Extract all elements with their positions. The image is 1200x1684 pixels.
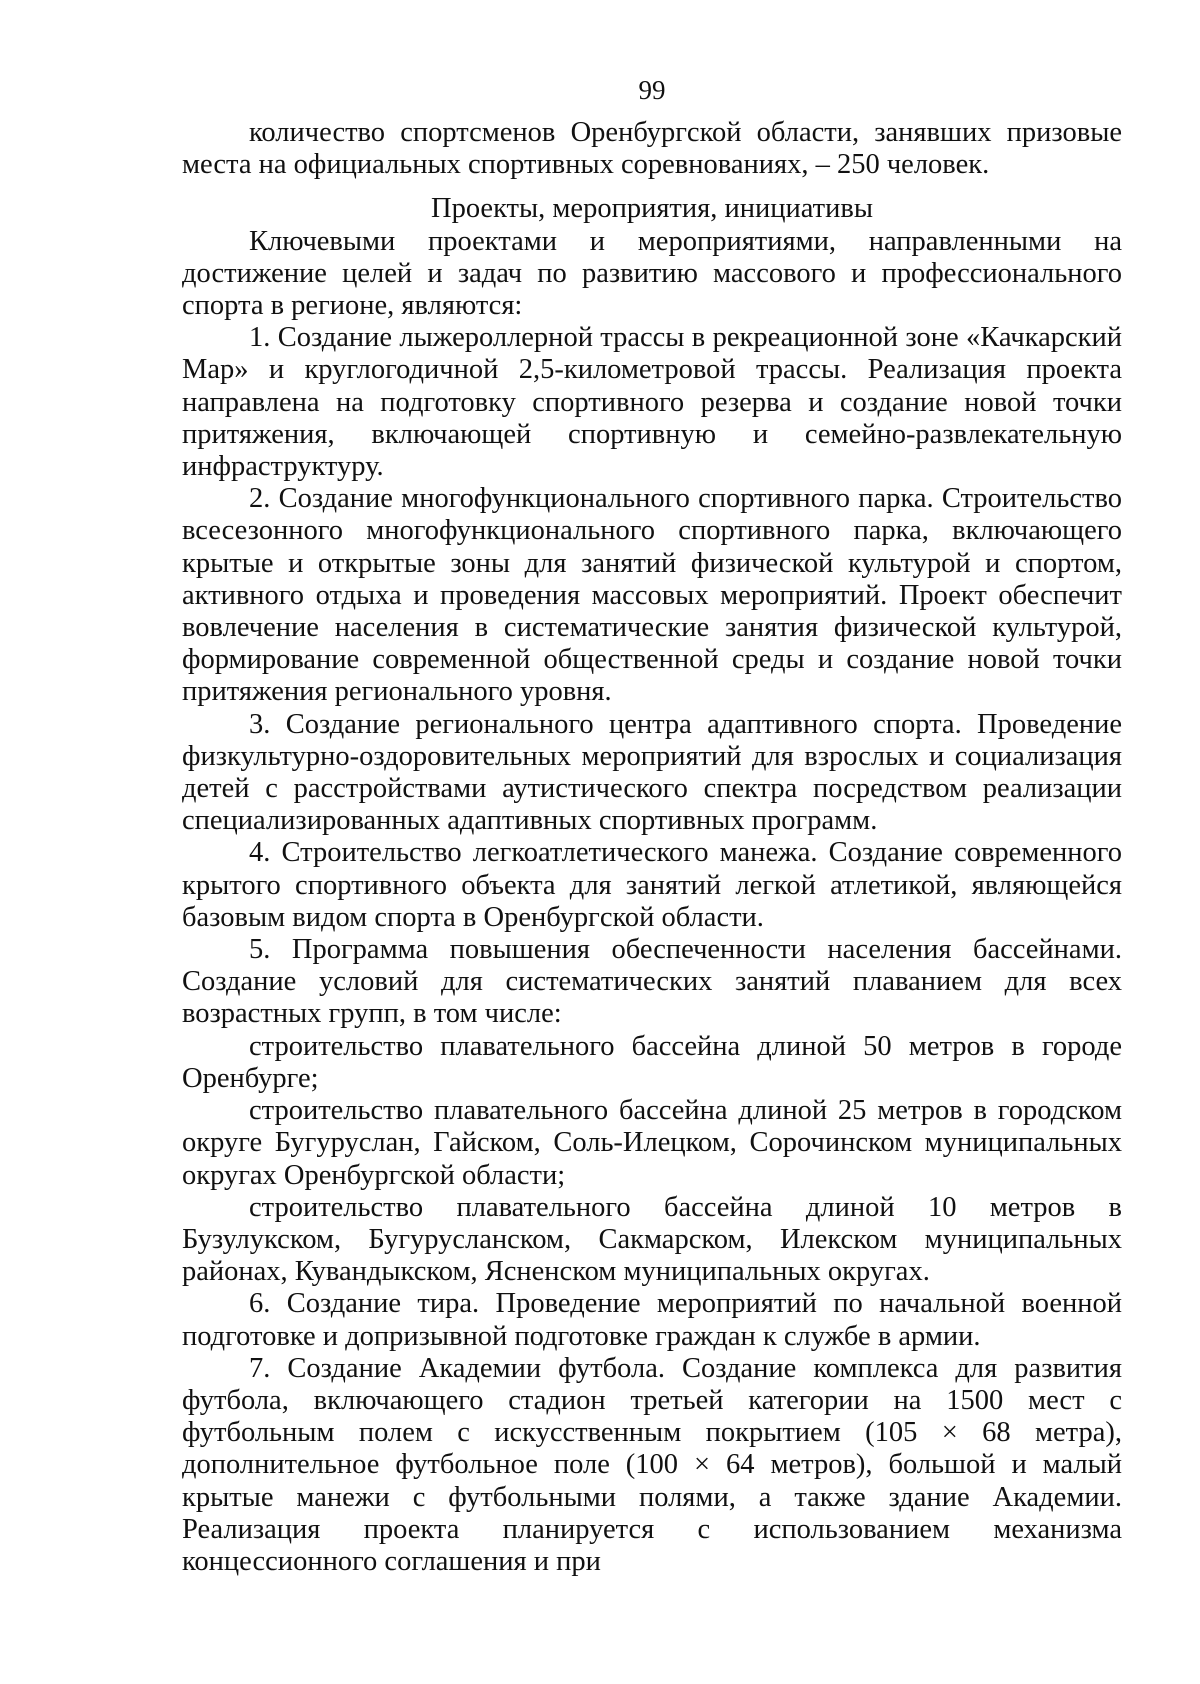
item-6-shooting-range: 6. Создание тира. Проведение мероприятий по начальной военной подготовке и допризывной подготовке граждан к службе в армии. [182,1288,1122,1352]
item-1-ski-roller-track: 1. Создание лыжероллерной трассы в рекреационной зоне «Качкарский Мар» и круглогодичной 2,5-километровой трассы. Реализация проекта направлена на подготовку спортивного резерва и создание новой точки притяжения, включающей спортивную и семейно-развлекательную инфраструктуру. [182,322,1122,483]
lead-paragraph: Ключевыми проектами и мероприятиями, направленными на достижение целей и задач по развитию массового и профессионального спорта в регионе, являются: [182,225,1122,322]
item-3-adaptive-sport-center: 3. Создание регионального центра адаптивного спорта. Проведение физкультурно-оздоровительных мероприятий для взрослых и социализация детей с расстройствами аутистического спектра посредством реализации специализированных адаптивных спортивных программ. [182,708,1122,837]
item-5-pools-program: 5. Программа повышения обеспеченности населения бассейнами. Создание условий для систематических занятий плаванием для всех возрастных групп, в том числе: [182,934,1122,1030]
document-body [182,117,1122,1578]
pool-subitem-50m: строительство плавательного бассейна длиной 50 метров в городе Оренбурге; [182,1030,1122,1094]
section-heading: Проекты, мероприятия, инициативы [430,193,873,225]
pool-subitem-25m: строительство плавательного бассейна длиной 25 метров в городском округе Бугуруслан, Гайском, Соль-Илецком, Сорочинском муниципальных округах Оренбургской области; [182,1095,1122,1191]
item-7-football-academy: 7. Создание Академии футбола. Создание комплекса для развития футбола, включающего стадион третьей категории на 1500 мест с футбольным полем с искусственным покрытием (105 × 68 метра), дополнительное футбольное поле (100 × 64 метров), большой и малый крытые манежи с футбольными полями, а также здание Академии. Реализация проекта планируется с использованием механизма концессионного соглашения и при [182,1352,1122,1577]
intro-paragraph: количество спортсменов Оренбургской области, занявших призовые места на официальных спортивных соревнованиях, – 250 человек. [182,117,1122,181]
document-page [182,0,1122,1684]
item-2-sports-park: 2. Создание многофункционального спортивного парка. Строительство всесезонного многофункционального спортивного парка, включающего крытые и открытые зоны для занятий физической культурой и спортом, активного отдыха и проведения массовых мероприятий. Проект обеспечит вовлечение населения в систематические занятия физической культурой, формирование современной общественной среды и создание новой точки притяжения регионального уровня. [182,483,1122,708]
pool-subitem-10m: строительство плавательного бассейна длиной 10 метров в Бузулукском, Бугурусланском, Сакмарском, Илекском муниципальных районах, Кувандыкском, Ясненском муниципальных округах. [182,1191,1122,1288]
page-number: 99 [638,75,666,105]
item-4-athletics-arena: 4. Строительство легкоатлетического манежа. Создание современного крытого спортивного объекта для занятий легкой атлетикой, являющейся базовым видом спорта в Оренбургской области. [182,837,1122,933]
